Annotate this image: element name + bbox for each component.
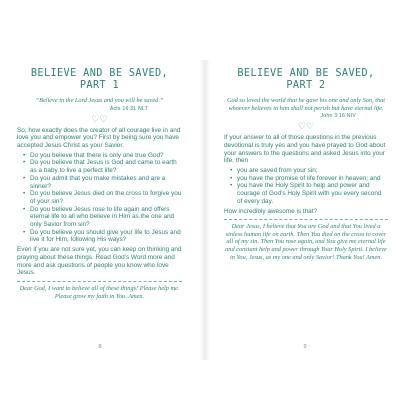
page-number: 8 [98,344,102,350]
question-list [17,152,182,244]
list-item: • Do you believe Jesus rose to life again and offers eternal life to all who believe in Him as the one and only Savior from sin? [23,206,182,229]
list-item: • you have the Holy Spirit to help and power and courage of God’s Holy Spirit with you every second of every day. [230,182,388,205]
list-item: • you have the promise of life forever in heaven; and [230,175,388,183]
title-line: BELIEVE AND BE SAVED, [237,68,375,79]
hearts-icon: ♡♡ [297,121,315,132]
hearts-icon: ♡♡ [91,113,108,124]
list-item: • Do you believe you should give your life to Jesus and live it for Him, following His ways? [23,229,182,244]
list-item: • Do you admit that you make mistakes and are a sinner? [23,175,182,190]
closing-paragraph: Even if you are not sure yet, you can keep on thinking and praying about these things. Read God’s Word more and more and ask questions of people you know who love Jesus. [17,246,182,277]
scripture-verse: “Believe in the Lord Jesus and you will be saved.” [35,97,164,104]
page-title [224,68,388,92]
right-page [210,60,400,360]
page-number: 9 [303,344,307,350]
divider [17,281,182,282]
scripture-verse: God so loved the world that he gave his one and only Son, that whoever believes in him shall not perish but have eternal life. [226,97,386,112]
list-item: • Do you believe that Jesus is God and came to earth as a baby to live a perfect life? [23,159,182,174]
result-list [224,167,388,206]
page-title: BELIEVE AND BE SAVED, PART 1 [30,68,169,91]
intro-paragraph: So, how exactly does the creator of all courage live in and love you and empower you? First by being sure you have accepted Jesus Christ as your Savior. [17,126,181,149]
book-spread [0,60,400,360]
list-item: • Do you believe that there is only one true God? [23,152,182,160]
prayer-text: Dear Jesus, I believe that You are God and that You lived a sinless human life on earth. Then You died on the cross to cover all of my sin. Then You rose again, and You give me eternal life and constant help and power through Your Holy Spirit. I believe in You, Jesus, as my one and only Savior! Thank You! Amen. [225,223,387,261]
prayer-text: Dear God, I want to believe all of these things! Please help me. Please grow my faith in You. Amen. [19,284,180,300]
exclaim-text: How incredibly awesome is that? [224,207,318,215]
left-page [0,60,200,360]
list-item: • you are saved from your sin; [230,167,388,175]
intro-paragraph: If your answer to all of those questions in the previous devotional is truly yes and you have prayed to God about your answers to the questions and asked Jesus into your life, then [224,134,386,165]
verse-reference: John 3:16 NIV [320,113,356,120]
divider [224,219,388,220]
book-gutter [200,60,210,360]
verse-reference: Acts 16:31 NLT [109,105,148,112]
title-line: PART 2 [286,80,326,91]
list-item: • Do you believe Jesus died on the cross to forgive you of your sin? [23,190,182,205]
